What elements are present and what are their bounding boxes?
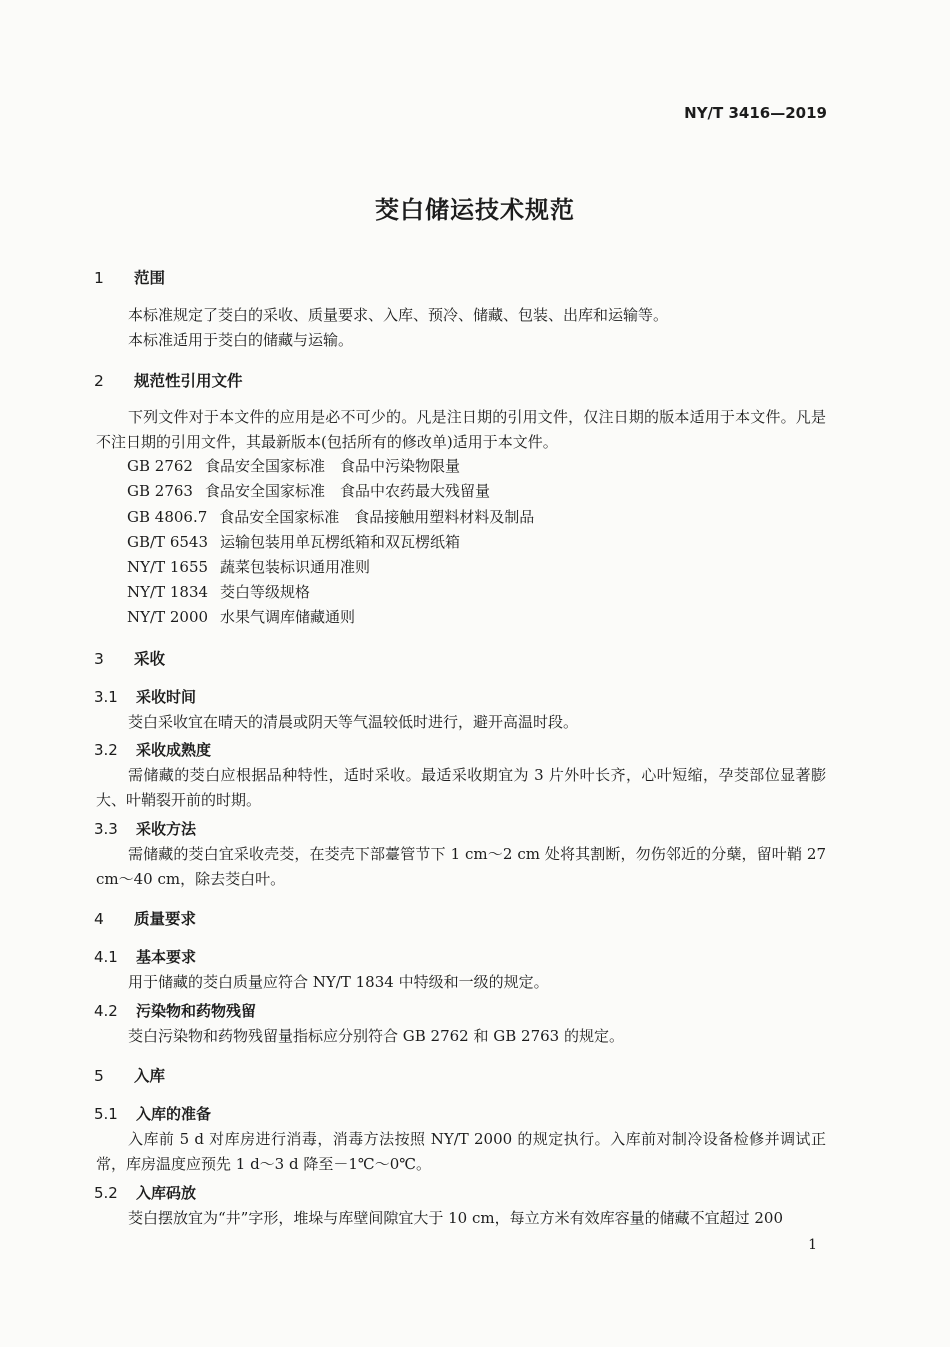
section-title: 规范性引用文件	[134, 372, 243, 390]
page-number: 1	[808, 1237, 817, 1253]
section-number: 3	[94, 650, 104, 668]
standard-number: NY/T 3416—2019	[684, 104, 827, 122]
reference-item	[127, 531, 460, 552]
reference-code: NY/T 1834	[127, 583, 209, 601]
subsection-5-1-heading	[94, 1103, 211, 1124]
subsection-number: 5.2	[94, 1184, 118, 1202]
reference-item	[127, 606, 355, 627]
subsection-3-1-para: 茭白采收宜在晴天的清晨或阴天等气温较低时进行，避开高温时段。	[128, 713, 579, 731]
subsection-number: 3.3	[94, 820, 118, 838]
section-3-heading	[94, 647, 165, 669]
section-2-heading	[94, 369, 243, 391]
subsection-4-1-para: 用于储藏的茭白质量应符合 NY/T 1834 中特级和一级的规定。	[128, 973, 549, 991]
reference-title: 水果气调库储藏通则	[220, 608, 356, 626]
section-number: 2	[94, 372, 104, 390]
subsection-3-2-para: 需储藏的茭白应根据品种特性，适时采收。最适采收期宜为 3 片外叶长齐，心叶短缩，孕茭部位显著膨大、叶鞘裂开前的时期。	[96, 766, 826, 809]
subsection-number: 3.2	[94, 741, 118, 759]
section-number: 4	[94, 910, 104, 928]
subsection-3-2-heading	[94, 739, 211, 760]
section-1-para-1: 本标准规定了茭白的采收、质量要求、入库、预冷、储藏、包装、出库和运输等。	[128, 306, 669, 324]
subsection-number: 3.1	[94, 688, 118, 706]
subsection-number: 5.1	[94, 1105, 118, 1123]
subsection-title: 基本要求	[136, 948, 197, 966]
reference-title: 食品安全国家标准 食品中污染物限量	[204, 457, 460, 475]
section-title: 采收	[134, 650, 166, 668]
subsection-4-2-para: 茭白污染物和药物残留量指标应分别符合 GB 2762 和 GB 2763 的规定。	[128, 1027, 624, 1045]
subsection-number: 4.1	[94, 948, 118, 966]
reference-title: 运输包装用单瓦楞纸箱和双瓦楞纸箱	[220, 533, 461, 551]
reference-item	[127, 581, 310, 602]
reference-code: GB 2763	[127, 482, 193, 500]
reference-title: 茭白等级规格	[220, 583, 311, 601]
subsection-number: 4.2	[94, 1002, 118, 1020]
reference-code: NY/T 2000	[127, 608, 209, 626]
subsection-3-3-para: 需储藏的茭白宜采收壳茭，在茭壳下部薹管节下 1 cm～2 cm 处将其割断，勿伤邻近的分蘖，留叶鞘 27 cm～40 cm，除去茭白叶。	[96, 845, 826, 888]
subsection-5-1-para: 入库前 5 d 对库房进行消毒，消毒方法按照 NY/T 2000 的规定执行。入库前对制冷设备检修并调试正常，库房温度应预先 1 d～3 d 降至－1℃～0℃。	[96, 1130, 826, 1173]
document-title: 茭白储运技术规范	[375, 196, 575, 224]
subsection-title: 入库码放	[136, 1184, 197, 1202]
section-1-heading	[94, 266, 165, 288]
subsection-5-2-para: 茭白摆放宜为“井”字形，堆垛与库壁间隙宜大于 10 cm，每立方米有效库容量的储藏不宜超过 200	[128, 1209, 783, 1227]
subsection-5-2-heading	[94, 1182, 196, 1203]
subsection-title: 污染物和药物残留	[136, 1002, 257, 1020]
section-4-heading	[94, 907, 196, 929]
section-number: 5	[94, 1067, 104, 1085]
subsection-title: 采收成熟度	[136, 741, 212, 759]
section-number: 1	[94, 269, 104, 287]
reference-item	[127, 556, 370, 577]
reference-title: 食品安全国家标准 食品中农药最大残留量	[204, 482, 490, 500]
section-1-para-2: 本标准适用于茭白的储藏与运输。	[128, 331, 354, 349]
section-5-heading	[94, 1064, 165, 1086]
subsection-title: 采收方法	[136, 820, 197, 838]
reference-code: GB 2762	[127, 457, 193, 475]
reference-code: GB 4806.7	[127, 508, 208, 526]
reference-code: NY/T 1655	[127, 558, 209, 576]
subsection-title: 采收时间	[136, 688, 197, 706]
subsection-4-1-heading	[94, 946, 196, 967]
section-title: 范围	[134, 269, 166, 287]
subsection-4-2-heading	[94, 1000, 256, 1021]
subsection-3-1-heading	[94, 686, 196, 707]
subsection-3-3-heading	[94, 818, 196, 839]
section-title: 入库	[134, 1067, 166, 1085]
reference-title: 食品安全国家标准 食品接触用塑料材料及制品	[219, 508, 535, 526]
reference-title: 蔬菜包装标识通用准则	[220, 558, 371, 576]
reference-code: GB/T 6543	[127, 533, 209, 551]
reference-item	[127, 506, 534, 527]
subsection-title: 入库的准备	[136, 1105, 212, 1123]
reference-item	[127, 480, 490, 501]
section-title: 质量要求	[134, 910, 197, 928]
reference-item	[127, 455, 460, 476]
section-2-para-1: 下列文件对于本文件的应用是必不可少的。凡是注日期的引用文件，仅注日期的版本适用于本文件。凡是不注日期的引用文件，其最新版本(包括所有的修改单)适用于本文件。	[96, 408, 826, 451]
